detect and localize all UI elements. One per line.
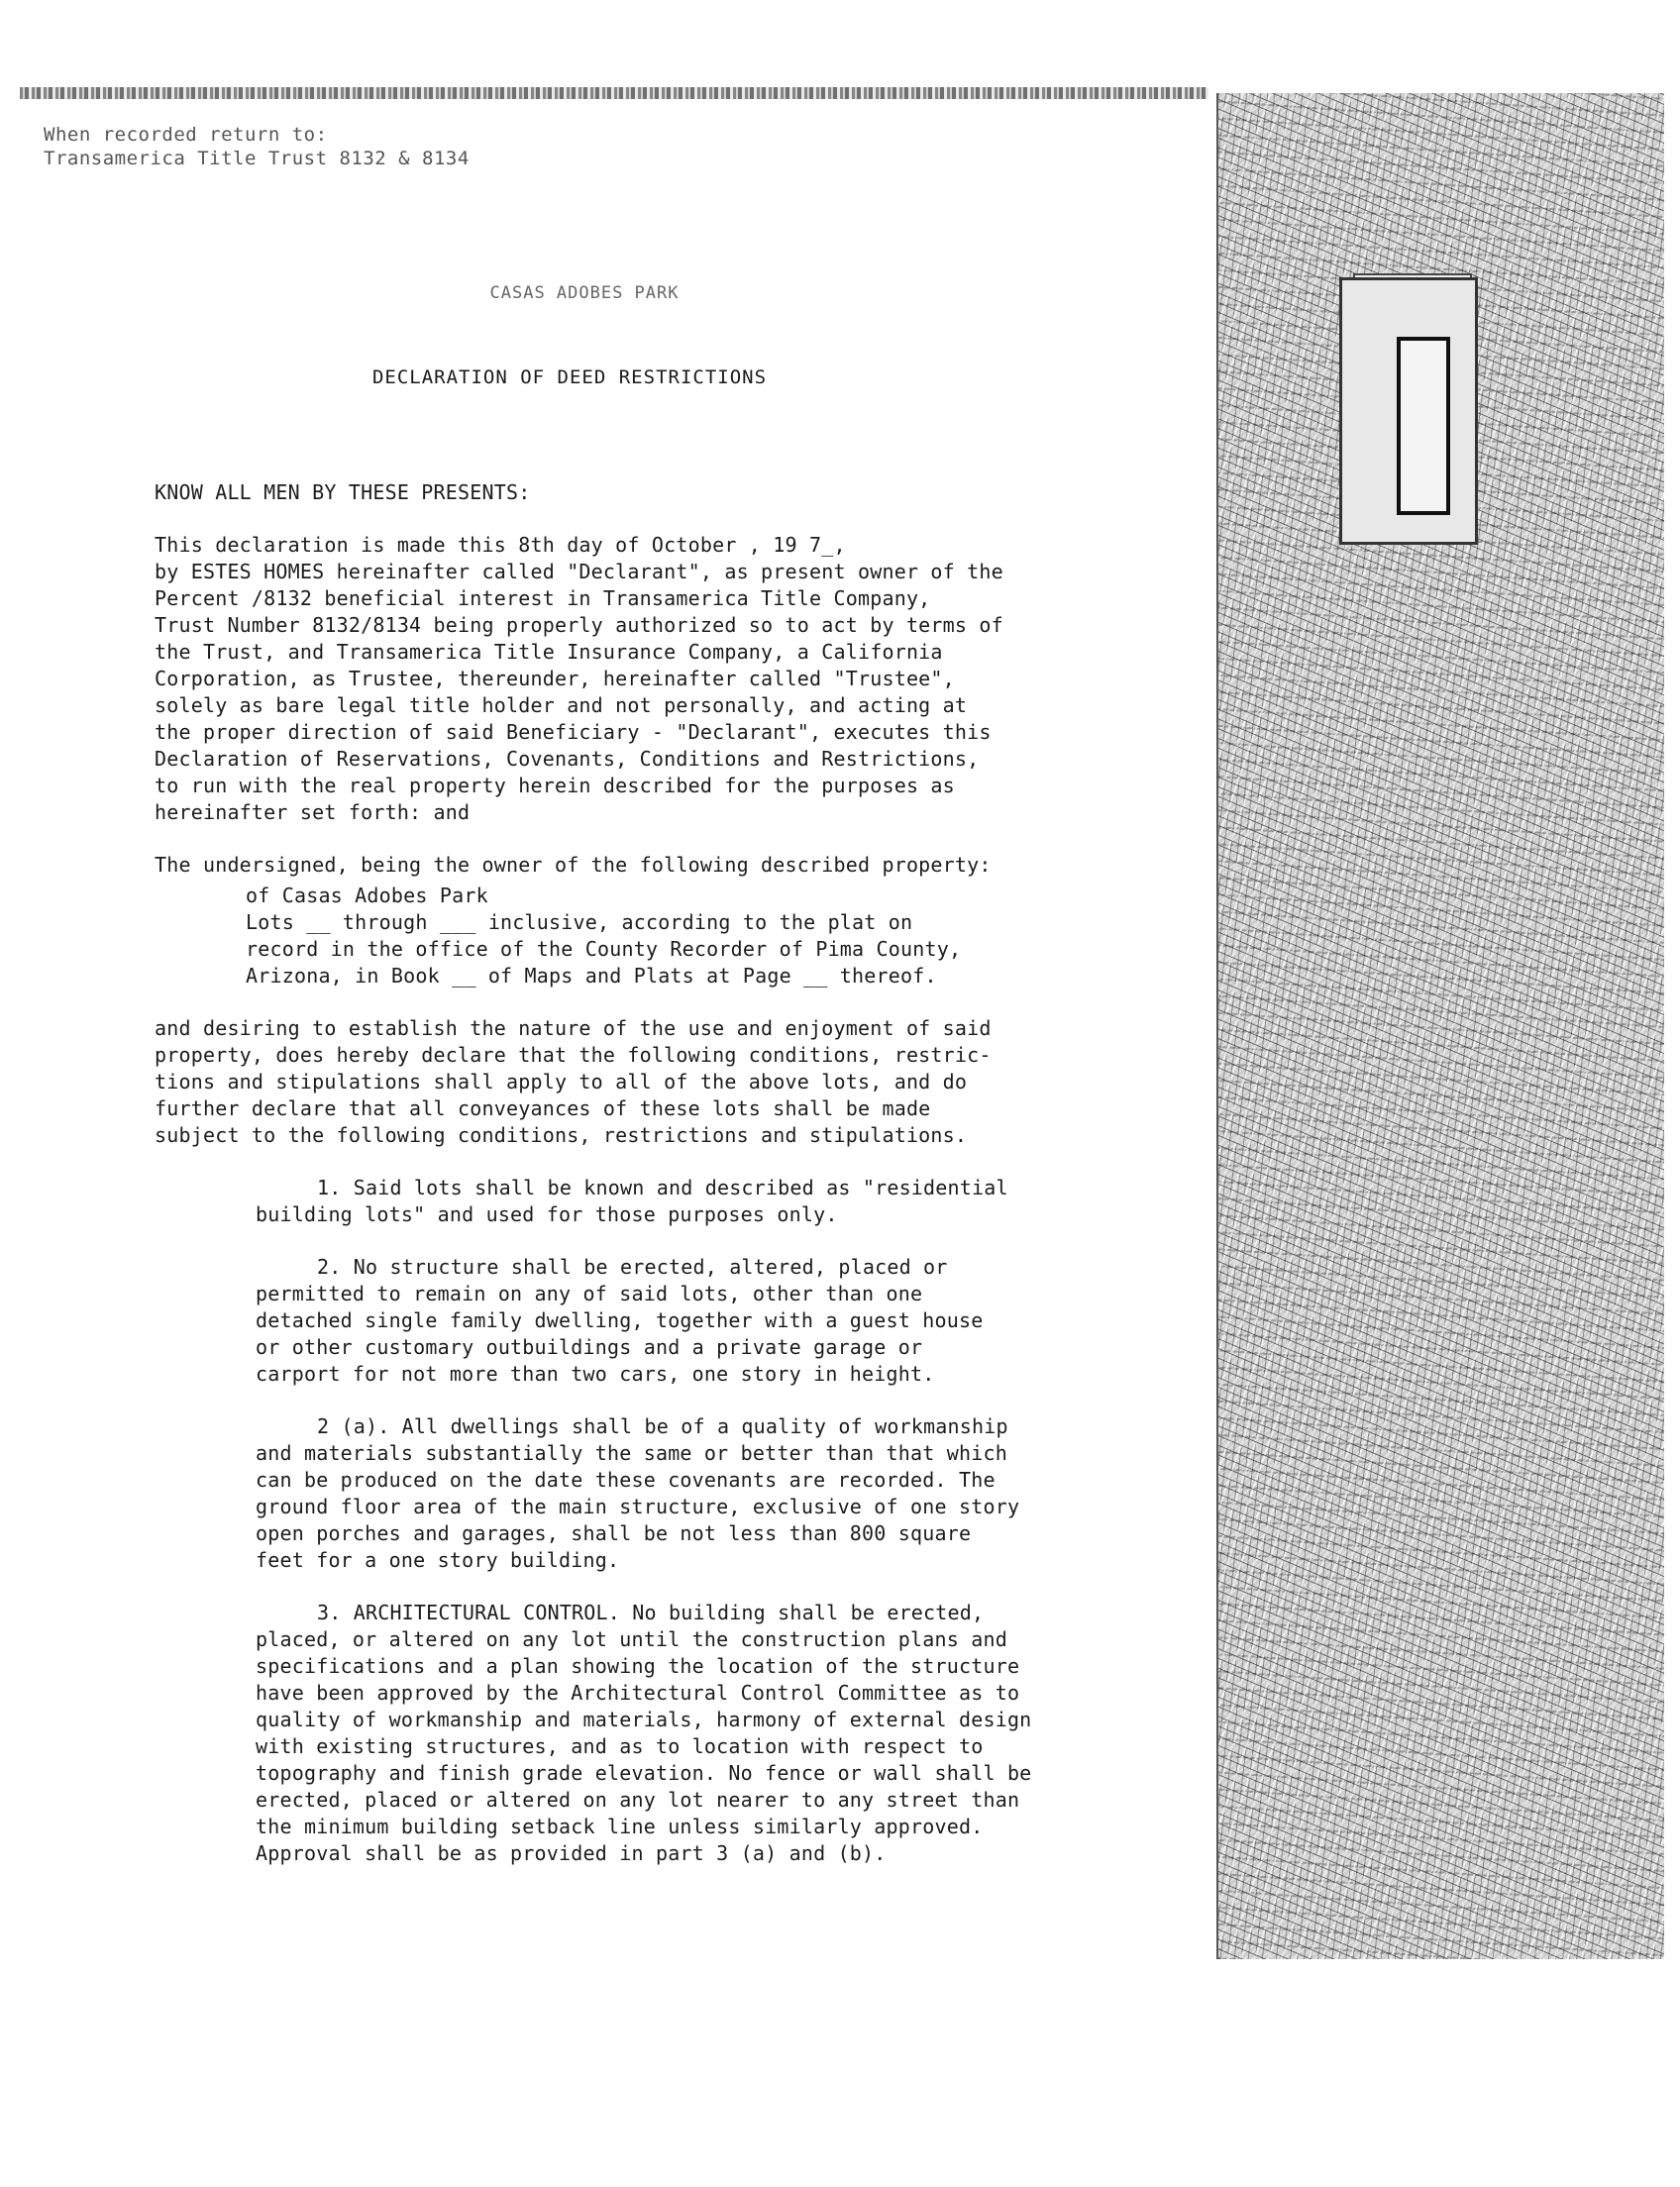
- header-line-1: When recorded return to:: [44, 124, 328, 146]
- undersigned-paragraph: The undersigned, being the owner of the following described property:: [155, 853, 992, 877]
- marker-post-plate: [1397, 337, 1450, 515]
- document-body: [155, 479, 1185, 1893]
- subdivision-title: CASAS ADOBES PARK: [489, 283, 680, 303]
- recording-header: [44, 123, 470, 170]
- restriction-item-1: 1. Said lots shall be known and described as "residential building lots" and used for those purposes only.: [256, 1176, 1008, 1226]
- lots-description: of Casas Adobes Park Lots __ through ___ inclusive, according to the plat on record in the office of the County Recorder of Pima County, Arizona, in Book __ of Maps and Plats at Page __ thereof.: [246, 884, 962, 988]
- restriction-item-3: 3. ARCHITECTURAL CONTROL. No building shall be erected, placed, or altered on any lot until the construction plans and specifications and a plan showing the location of the structure have been approved by the Architectural Control Committee as to quality of workmanship and materials, harmony of external design with existing structures, and as to location with respect to topography and finish grade elevation. No fence or wall shall be erected, placed or altered on any lot nearer to any street than the minimum building setback line unless similarly approved. Approval shall be as provided in part 3 (a) and (b).: [256, 1601, 1032, 1865]
- desiring-paragraph: and desiring to establish the nature of the use and enjoyment of said property, does hereby declare that the following conditions, restric- tions and stipulations shall apply to all of the above lots, and do further declare that all conveyances of these lots shall be made subject to the following conditions, restrictions and stipulations.: [155, 1016, 992, 1147]
- document-title: DECLARATION OF DEED RESTRICTIONS: [371, 366, 768, 388]
- restriction-item-2a: 2 (a). All dwellings shall be of a quality of workmanship and materials substantially the same or better than that which can be produced on the date these covenants are recorded. The ground floor area of the main structure, exclusive of one story open porches and garages, shall be not less than 800 square feet for a one story building.: [256, 1414, 1020, 1572]
- header-line-2: Transamerica Title Trust 8132 & 8134: [44, 148, 470, 169]
- restriction-item-2: 2. No structure shall be erected, altered, placed or permitted to remain on any of said lots, other than one detached single family dwelling, together with a guest house or other customary outbuildings and a private garage or carport for not more than two cars, one story in height.: [256, 1255, 984, 1386]
- declaration-paragraph: This declaration is made this 8th day of October , 19 7_, by ESTES HOMES hereinafter called "Declarant", as present owner of the Percent /8132 beneficial interest in Transamerica Title Company, Trust Number 8132/8134 being properly authorized so to act by terms of the Trust, and Transamerica Title Insurance Company, a California Corporation, as Trustee, thereunder, hereinafter called "Trustee", solely as bare legal title holder and not personally, and acting at the proper direction of said Beneficiary - "Declarant", executes this Declaration of Reservations, Covenants, Conditions and Restrictions, to run with the real property herein described for the purposes as hereinafter set forth: and: [155, 533, 1003, 824]
- scan-top-strip: [20, 87, 1208, 99]
- opening-line: KNOW ALL MEN BY THESE PRESENTS:: [155, 480, 531, 504]
